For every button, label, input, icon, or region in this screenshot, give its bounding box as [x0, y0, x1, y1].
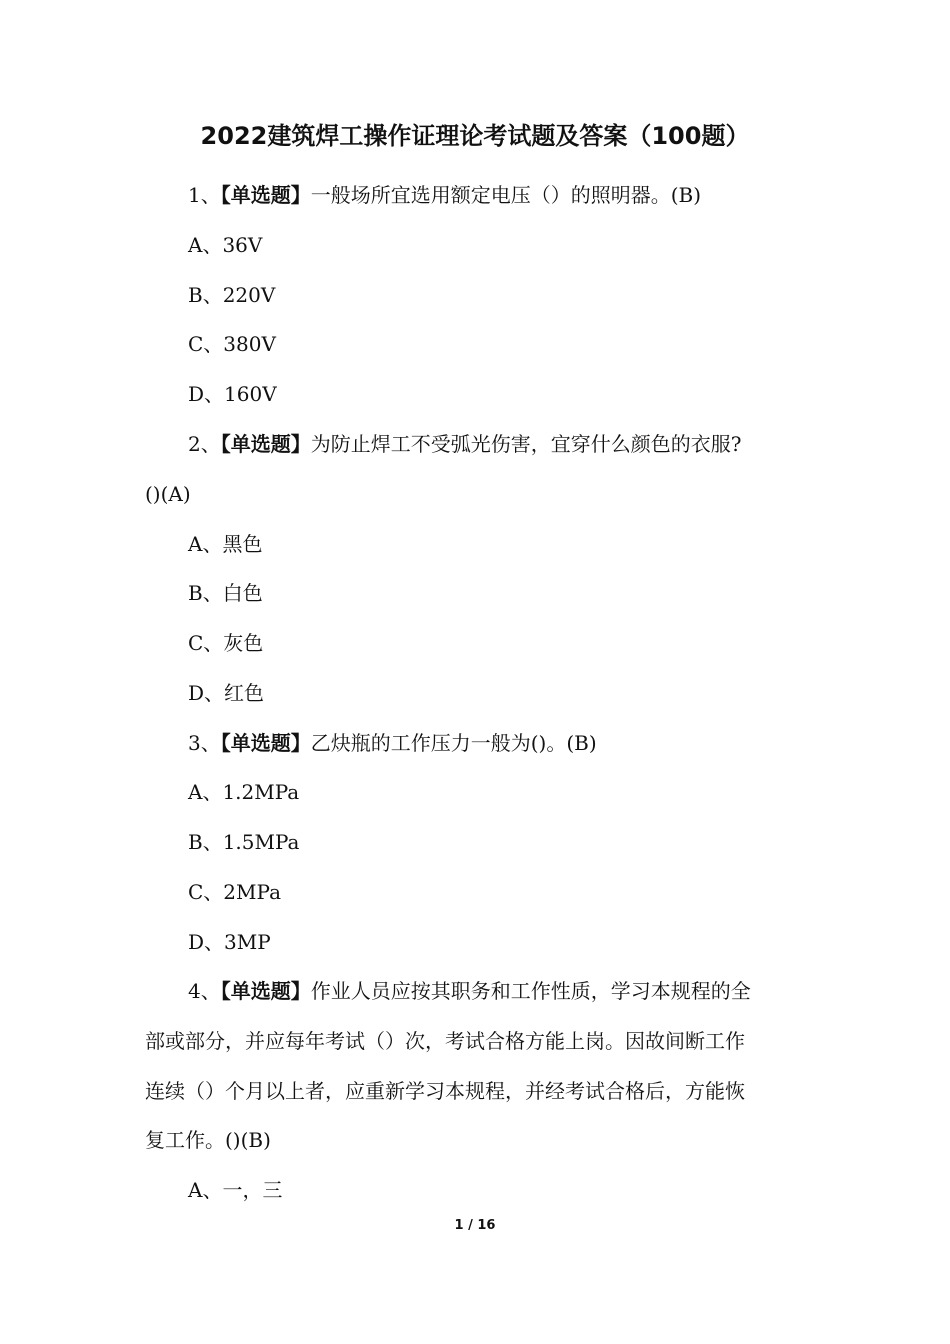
question-1-option-d: D、160V	[188, 382, 277, 406]
question-text: 一般场所宜选用额定电压（）的照明器。(B)	[310, 183, 702, 207]
question-1-option-a: A、36V	[188, 233, 263, 257]
question-1-stem	[188, 180, 701, 210]
question-type-tag: 【单选题】	[220, 979, 311, 1003]
question-4-stem-continued-2: 连续（）个月以上者，应重新学习本规程，并经考试合格后，方能恢	[145, 1079, 745, 1103]
question-1-option-c: C、380V	[188, 332, 276, 356]
question-number: 1、	[188, 183, 221, 207]
document-title: 2022建筑焊工操作证理论考试题及答案（100题）	[200, 122, 750, 150]
question-text: 乙炔瓶的工作压力一般为()。(B)	[310, 731, 597, 755]
question-3-option-b: B、1.5MPa	[188, 830, 300, 854]
question-number: 4、	[188, 979, 221, 1003]
question-type-tag: 【单选题】	[220, 183, 311, 207]
question-type-tag: 【单选题】	[220, 731, 311, 755]
question-4-stem-continued-3: 复工作。()(B)	[145, 1128, 271, 1152]
question-3-option-d: D、3MP	[188, 930, 271, 954]
question-text: 作业人员应按其职务和工作性质，学习本规程的全	[310, 979, 751, 1003]
question-3-stem	[188, 728, 597, 758]
question-2-option-b: B、白色	[188, 581, 263, 605]
page-indicator: 1 / 16	[454, 1218, 496, 1233]
question-4-stem-continued-1: 部或部分，并应每年考试（）次，考试合格方能上岗。因故间断工作	[145, 1029, 745, 1053]
question-4-stem	[188, 976, 751, 1006]
question-4-option-a: A、一，三	[188, 1178, 283, 1202]
question-2-option-d: D、红色	[188, 681, 265, 705]
question-2-option-a: A、黑色	[188, 532, 263, 556]
question-2-stem-continued: ()(A)	[145, 482, 191, 506]
question-2-option-c: C、灰色	[188, 631, 264, 655]
question-3-option-c: C、2MPa	[188, 880, 281, 904]
question-number: 3、	[188, 731, 221, 755]
question-1-option-b: B、220V	[188, 283, 276, 307]
question-type-tag: 【单选题】	[220, 432, 311, 456]
question-3-option-a: A、1.2MPa	[188, 780, 300, 804]
question-2-stem	[188, 429, 741, 459]
question-number: 2、	[188, 432, 221, 456]
question-text: 为防止焊工不受弧光伤害，宜穿什么颜色的衣服?	[310, 432, 742, 456]
